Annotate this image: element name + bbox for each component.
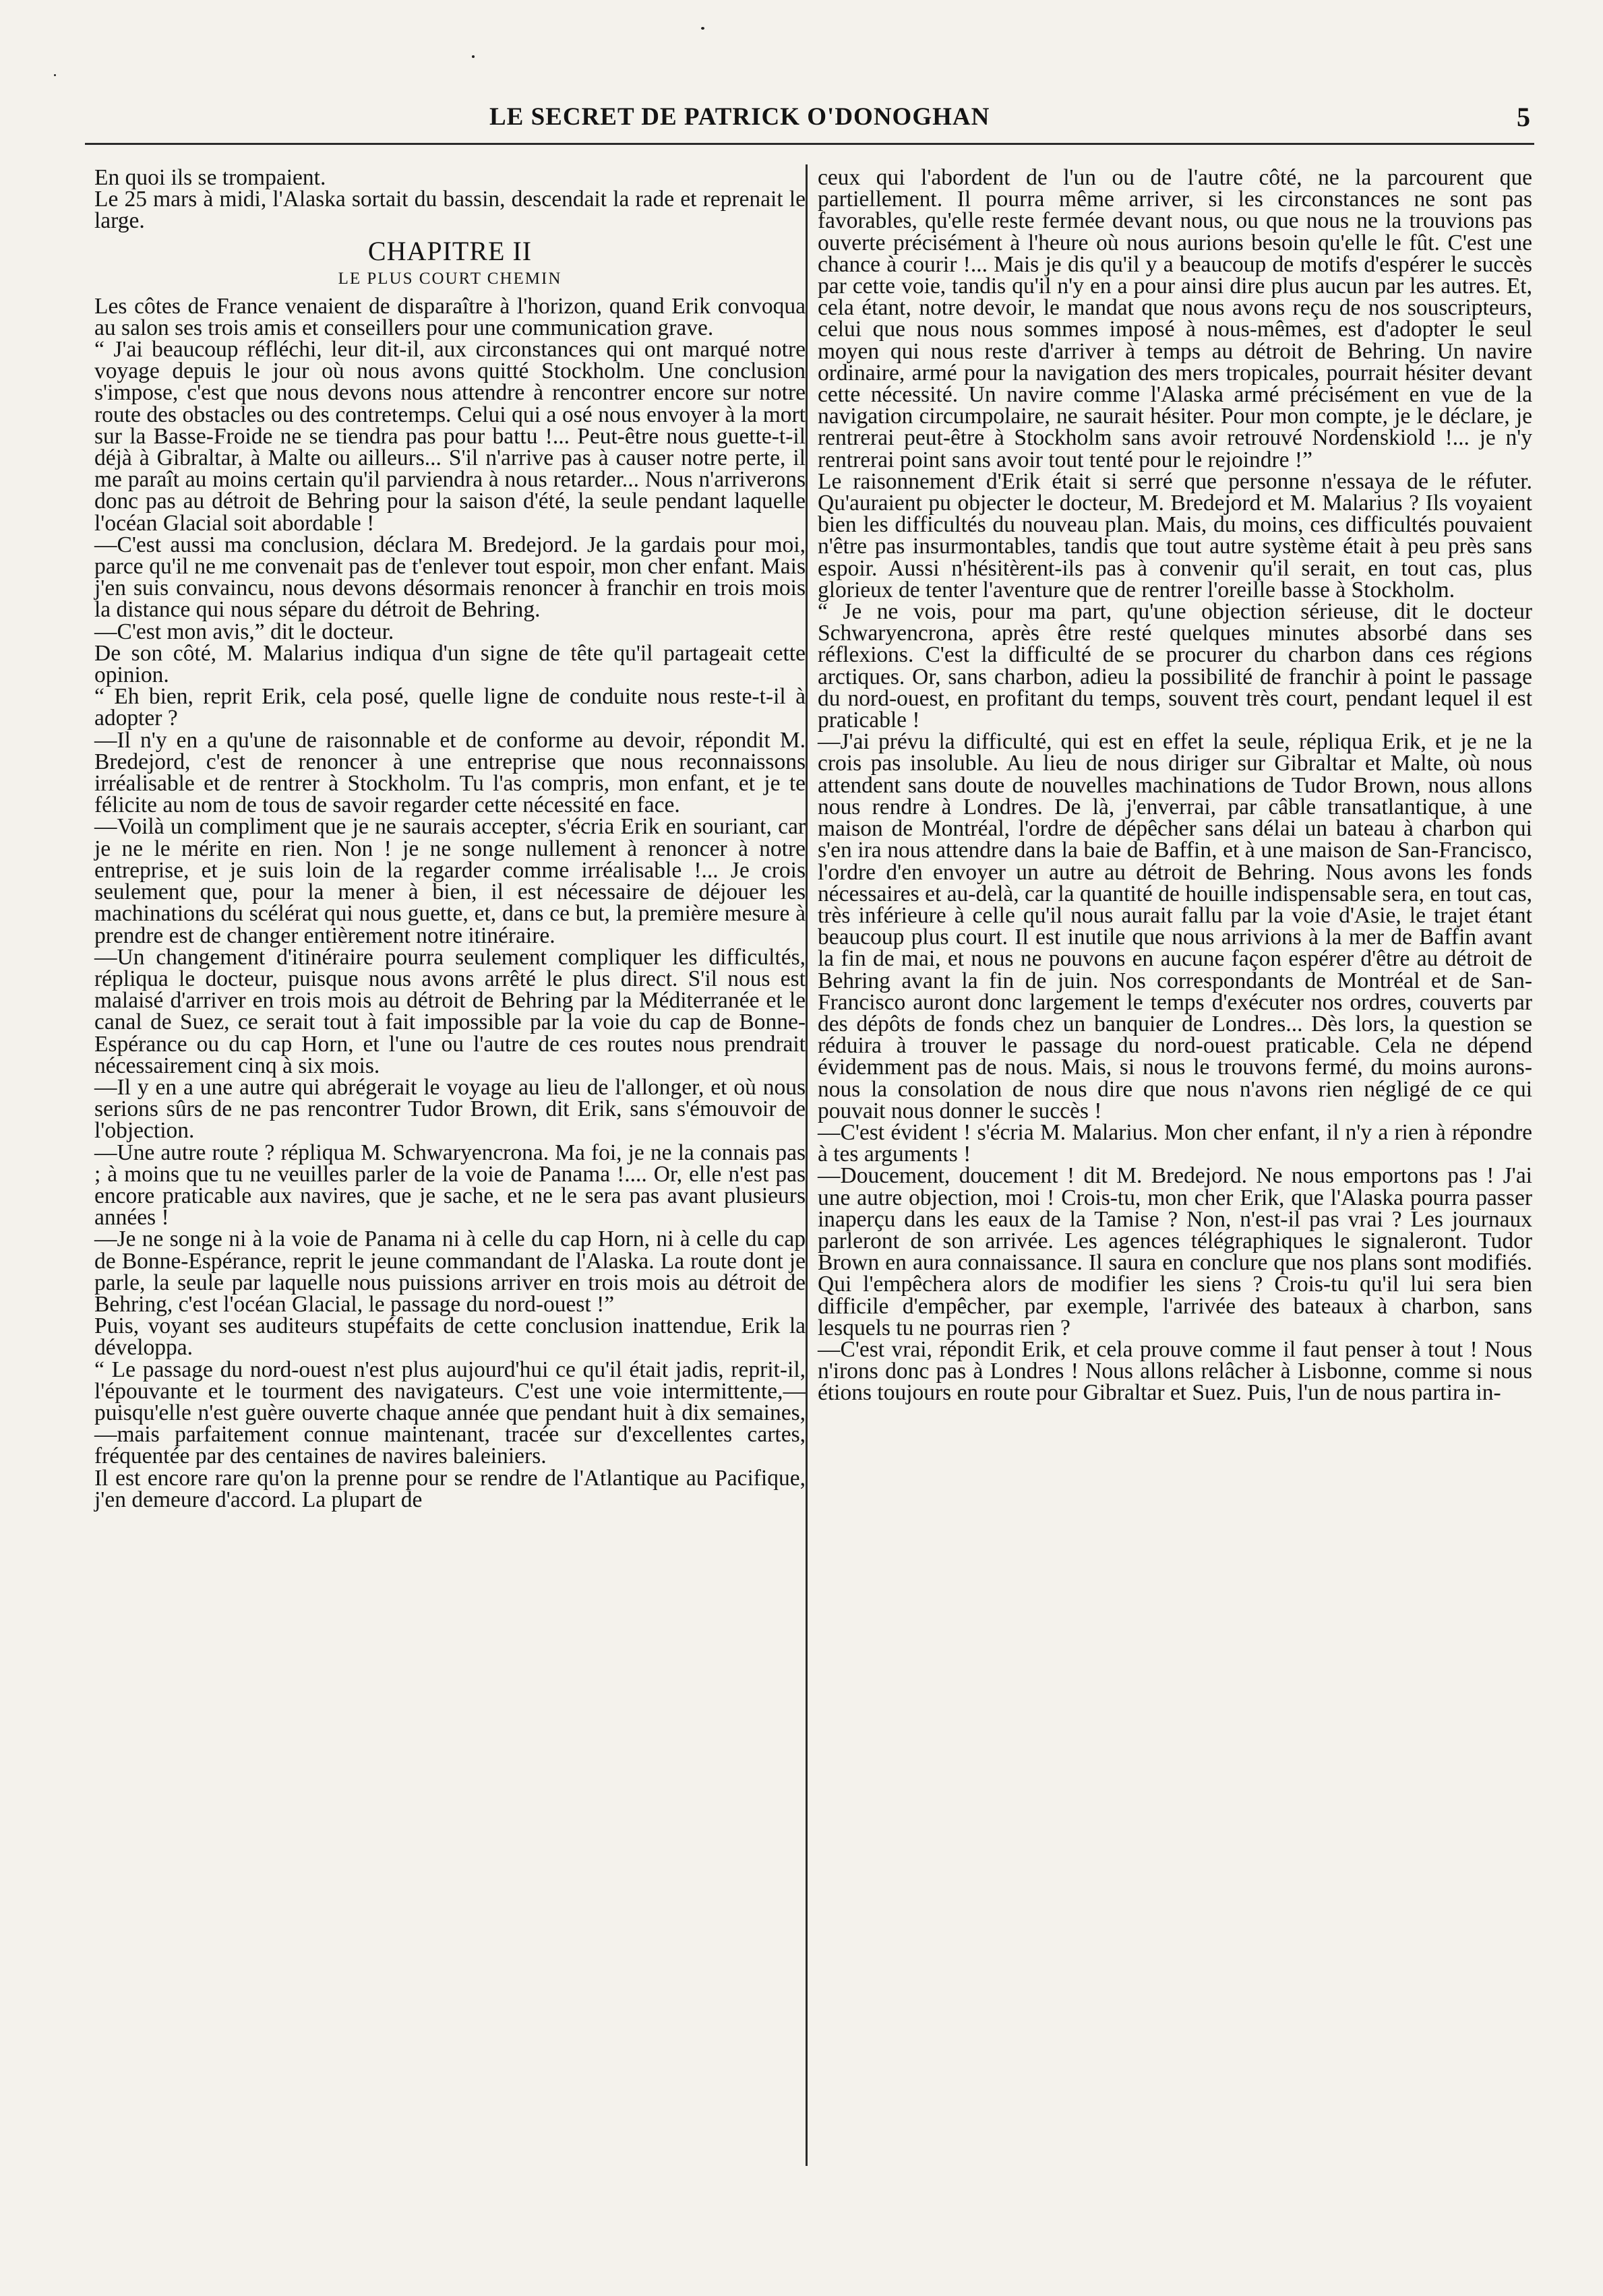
running-header xyxy=(85,100,1534,137)
paragraph: “ Eh bien, reprit Erik, cela posé, quelle ligne de conduite nous reste-t-il à adopter ? xyxy=(94,684,806,731)
page-number: 5 xyxy=(1517,102,1530,132)
paragraph: —C'est évident ! s'écria M. Malarius. Mon cher enfant, il n'y a rien à répondre à tes arguments ! xyxy=(818,1119,1532,1167)
paragraph: —Doucement, doucement ! dit M. Bredejord. Ne nous emportons pas ! J'ai une autre objection, moi ! Crois-tu, mon cher Erik, que l'Alaska pourra passer inaperçu dans les eaux de la Tamise ? Non, n'est-il pas vrai ? Les journaux parleront de son arrivée. Les agences télégraphiques le signaleront. Tudor Brown en aura connaissance. Il saura en conclure que nos plans sont modifiés. Qui l'empêchera alors de modifier les siens ? Crois-tu qu'il lui sera bien difficile d'empêcher, par exemple, l'arrivée des bateaux à charbon, sans lesquels tu ne pourras rien ? xyxy=(818,1163,1532,1340)
paragraph: —Un changement d'itinéraire pourra seulement compliquer les difficultés, répliqua le docteur, puisque nous avons arrêté le plus direct. S'il nous est malaisé d'arriver en trois mois au détroit de Behring par la Méditerranée et le canal de Suez, ce serait tout à fait impossible par la voie du cap de Bonne-Espérance ou du cap Horn, et l'une ou l'autre de ces routes nous prendrait nécessairement cinq à six mois. xyxy=(94,944,806,1078)
paragraph: —Voilà un compliment que je ne saurais accepter, s'écria Erik en souriant, car je ne le mérite en rien. Non ! je ne songe nullement à renoncer à notre entreprise, et je suis loin de la regarder comme irréalisable !... Je crois seulement que, pour la mener à bien, il est nécessaire de déjouer les machinations du scélérat qui nous guette, et, dans ce but, la première mesure à prendre est de changer entièrement notre itinéraire. xyxy=(94,814,806,948)
paragraph: —Il n'y en a qu'une de raisonnable et de conforme au devoir, répondit M. Bredejord, c'est de renoncer à une entreprise que nous reconnaissons irréalisable et de rentrer à Stockholm. Tu l'as compris, mon enfant, et je te félicite au nom de tous de savoir regarder cette nécessité en face. xyxy=(94,727,806,818)
column-divider xyxy=(806,164,808,2166)
print-speck xyxy=(472,55,475,58)
paragraph: “ J'ai beaucoup réfléchi, leur dit-il, aux circonstances qui ont marqué notre voyage depuis le jour où nous avons quitté Stockholm. Une conclusion s'impose, c'est que nous devons nous attendre à rencontrer encore sur notre route des obstacles ou des contretemps. Celui qui a osé nous envoyer à la mort sur la Basse-Froide ne se tiendra pas pour battu !... Peut-être nous guette-t-il déjà à Gibraltar, à Malte ou ailleurs... S'il n'arrive pas à causer notre perte, il me paraît au moins certain qu'il parviendra à nous retarder... Nous n'arriverons donc pas au détroit de Behring pour la saison d'été, la seule pendant laquelle l'océan Glacial soit abordable ! xyxy=(94,337,806,536)
header-rule xyxy=(85,143,1534,145)
paragraph: “ Le passage du nord-ouest n'est plus aujourd'hui ce qu'il était jadis, reprit-il, l'épouvante et le tourment des navigateurs. C'est une voie intermittente,—puisqu'elle n'est guère ouverte chaque année que pendant huit à dix semaines,—mais parfaitement connue maintenant, tracée sur d'excellentes cartes, fréquentée par des centaines de navires baleiniers. xyxy=(94,1357,806,1469)
paragraph: En quoi ils se trompaient. xyxy=(94,165,326,190)
paragraph: —Je ne songe ni à la voie de Panama ni à celle du cap Horn, ni à celle du cap de Bonne-Espérance, reprit le jeune commandant de l'Alaska. La route dont je parle, la seule par laquelle nous puissions arriver en trois mois au détroit de Behring, c'est l'océan Glacial, le passage du nord-ouest !” xyxy=(94,1227,806,1317)
paragraph: “ Je ne vois, pour ma part, qu'une objection sérieuse, dit le docteur Schwaryencrona, après être resté quelques minutes absorbé dans ses réflexions. C'est la difficulté de se procurer du charbon dans ces régions arctiques. Or, sans charbon, adieu la possibilité de franchir à point le passage du nord-ouest, en profitant du temps, souvent très court, pendant lequel il est praticable ! xyxy=(818,599,1532,733)
paragraph: De son côté, M. Malarius indiqua d'un signe de tête qu'il partageait cette opinion. xyxy=(94,640,806,688)
paragraph: Il est encore rare qu'on la prenne pour se rendre de l'Atlantique au Pacifique, j'en demeure d'accord. La plupart de xyxy=(94,1465,806,1512)
chapter-title: CHAPITRE II xyxy=(367,235,533,266)
right-column xyxy=(818,167,1532,1404)
paragraph: —C'est vrai, répondit Erik, et cela prouve comme il faut penser à tout ! Nous n'irons donc pas à Londres ! Nous allons relâcher à Lisbonne, comme si nous étions toujours en route pour Gibraltar et Suez. Puis, l'un de nous partira in- xyxy=(818,1336,1532,1406)
paragraph: —C'est mon avis,” dit le docteur. xyxy=(94,619,394,644)
paragraph: —J'ai prévu la difficulté, qui est en effet la seule, répliqua Erik, et je ne la crois pas insoluble. Au lieu de nous diriger sur Gibraltar et Malte, où nous attendent sans doute de nouvelles machinations de Tudor Brown, nous allons nous rendre à Londres. De là, j'enverrai, par câble transatlantique, à une maison de Montréal, l'ordre de dépêcher sans délai un bateau à charbon qui s'en ira nous attendre dans la baie de Baffin, et à une maison de San-Francisco, l'ordre d'en envoyer un autre au détroit de Behring. Nous avons les fonds nécessaires et au-delà, car la quantité de houille indispensable sera, en tout cas, très inférieure à celle qu'il nous aurait fallu par la voie d'Asie, le trajet étant beaucoup plus court. Il est inutile que nous arrivions à la mer de Baffin avant la fin de mai, et nous ne pouvons en aucune façon espérer d'être au détroit de Behring avant la fin de juin. Nos correspondants de Montréal et de San-Francisco auront donc largement le temps d'exécuter nos ordres, couverts par des dépôts de fonds chez un banquier de Londres... Dès lors, la question se réduira à trouver le passage du nord-ouest praticable. Cela ne dépend évidemment pas de nous. Mais, si nous le trouvons fermé, du moins aurons-nous la consolation de nous dire que nous n'avons rien négligé de ce qui pouvait nous donner le succès ! xyxy=(818,729,1532,1123)
paragraph: Le raisonnement d'Erik était si serré que personne n'essaya de le réfuter. Qu'auraient pu objecter le docteur, M. Bredejord et M. Malarius ? Ils voyaient bien les difficultés du nouveau plan. Mais, du moins, ces difficultés pouvaient n'être pas insurmontables, tandis que tout autre système était à peu près sans espoir. Aussi n'hésitèrent-ils pas à convenir qu'il serait, en tout cas, plus glorieux de tenter l'aventure que de rentrer l'oreille basse à Stockholm. xyxy=(818,468,1532,602)
paragraph: —C'est aussi ma conclusion, déclara M. Bredejord. Je la gardais pour moi, parce qu'il ne me convenait pas de t'enlever tout espoir, mon cher enfant. Mais j'en suis convaincu, nous devons désormais renoncer à franchir en trois mois la distance qui nous sépare du détroit de Behring. xyxy=(94,532,806,623)
paragraph: Les côtes de France venaient de disparaître à l'horizon, quand Erik convoqua au salon ses trois amis et conseillers pour une communication grave. xyxy=(94,293,806,340)
paragraph: ceux qui l'abordent de l'un ou de l'autre côté, ne la parcourent que partiellement. Il pourra même arriver, si les circonstances ne sont pas favorables, qu'elle reste fermée devant nous, ou que nous ne la trouvions pas ouverte précisément à l'heure où nous aurions besoin qu'elle le fût. C'est une chance à courir !... Mais je dis qu'il y a beaucoup de motifs d'espérer le succès par cette voie, tandis qu'il n'y en a pour ainsi dire plus aucun par les autres. Et, cela étant, notre devoir, le mandat que nous avons reçu de nos souscripteurs, celui que nous nous sommes imposé à nous-mêmes, est d'adopter le seul moyen qui nous reste d'arriver à temps au détroit de Behring. Un navire ordinaire, armé pour la navigation des mers tropicales, pourrait hésiter devant cette nécessité. Un navire comme l'Alaska armé précisément en vue de la navigation circumpolaire, ne saurait hésiter. Pour mon compte, je le déclare, je rentrerai peut-être à Stockholm sans avoir retrouvé Nordenskiold !... je n'y rentrerai point sans avoir tout tenté pour le rejoindre !” xyxy=(818,165,1532,472)
left-column xyxy=(94,167,806,1511)
paragraph: Le 25 mars à midi, l'Alaska sortait du bassin, descendait la rade et reprenait le large. xyxy=(94,187,806,234)
print-speck xyxy=(54,74,56,76)
paragraph: Puis, voyant ses auditeurs stupéfaits de cette conclusion inattendue, Erik la développa. xyxy=(94,1313,806,1361)
chapter-subtitle: LE PLUS COURT CHEMIN xyxy=(338,269,562,288)
paragraph: —Une autre route ? répliqua M. Schwaryencrona. Ma foi, je ne la connais pas ; à moins que tu ne veuilles parler de la voie de Panama !.... Or, elle n'est pas encore praticable aux navires, que je sache, et ne le sera pas avant plusieurs années ! xyxy=(94,1140,806,1231)
print-speck xyxy=(701,27,704,30)
running-title: LE SECRET DE PATRICK O'DONOGHAN xyxy=(489,103,990,131)
paragraph: —Il y en a une autre qui abrégerait le voyage au lieu de l'allonger, et où nous serions sûrs de ne pas rencontrer Tudor Brown, dit Erik, sans s'émouvoir de l'objection. xyxy=(94,1074,806,1144)
